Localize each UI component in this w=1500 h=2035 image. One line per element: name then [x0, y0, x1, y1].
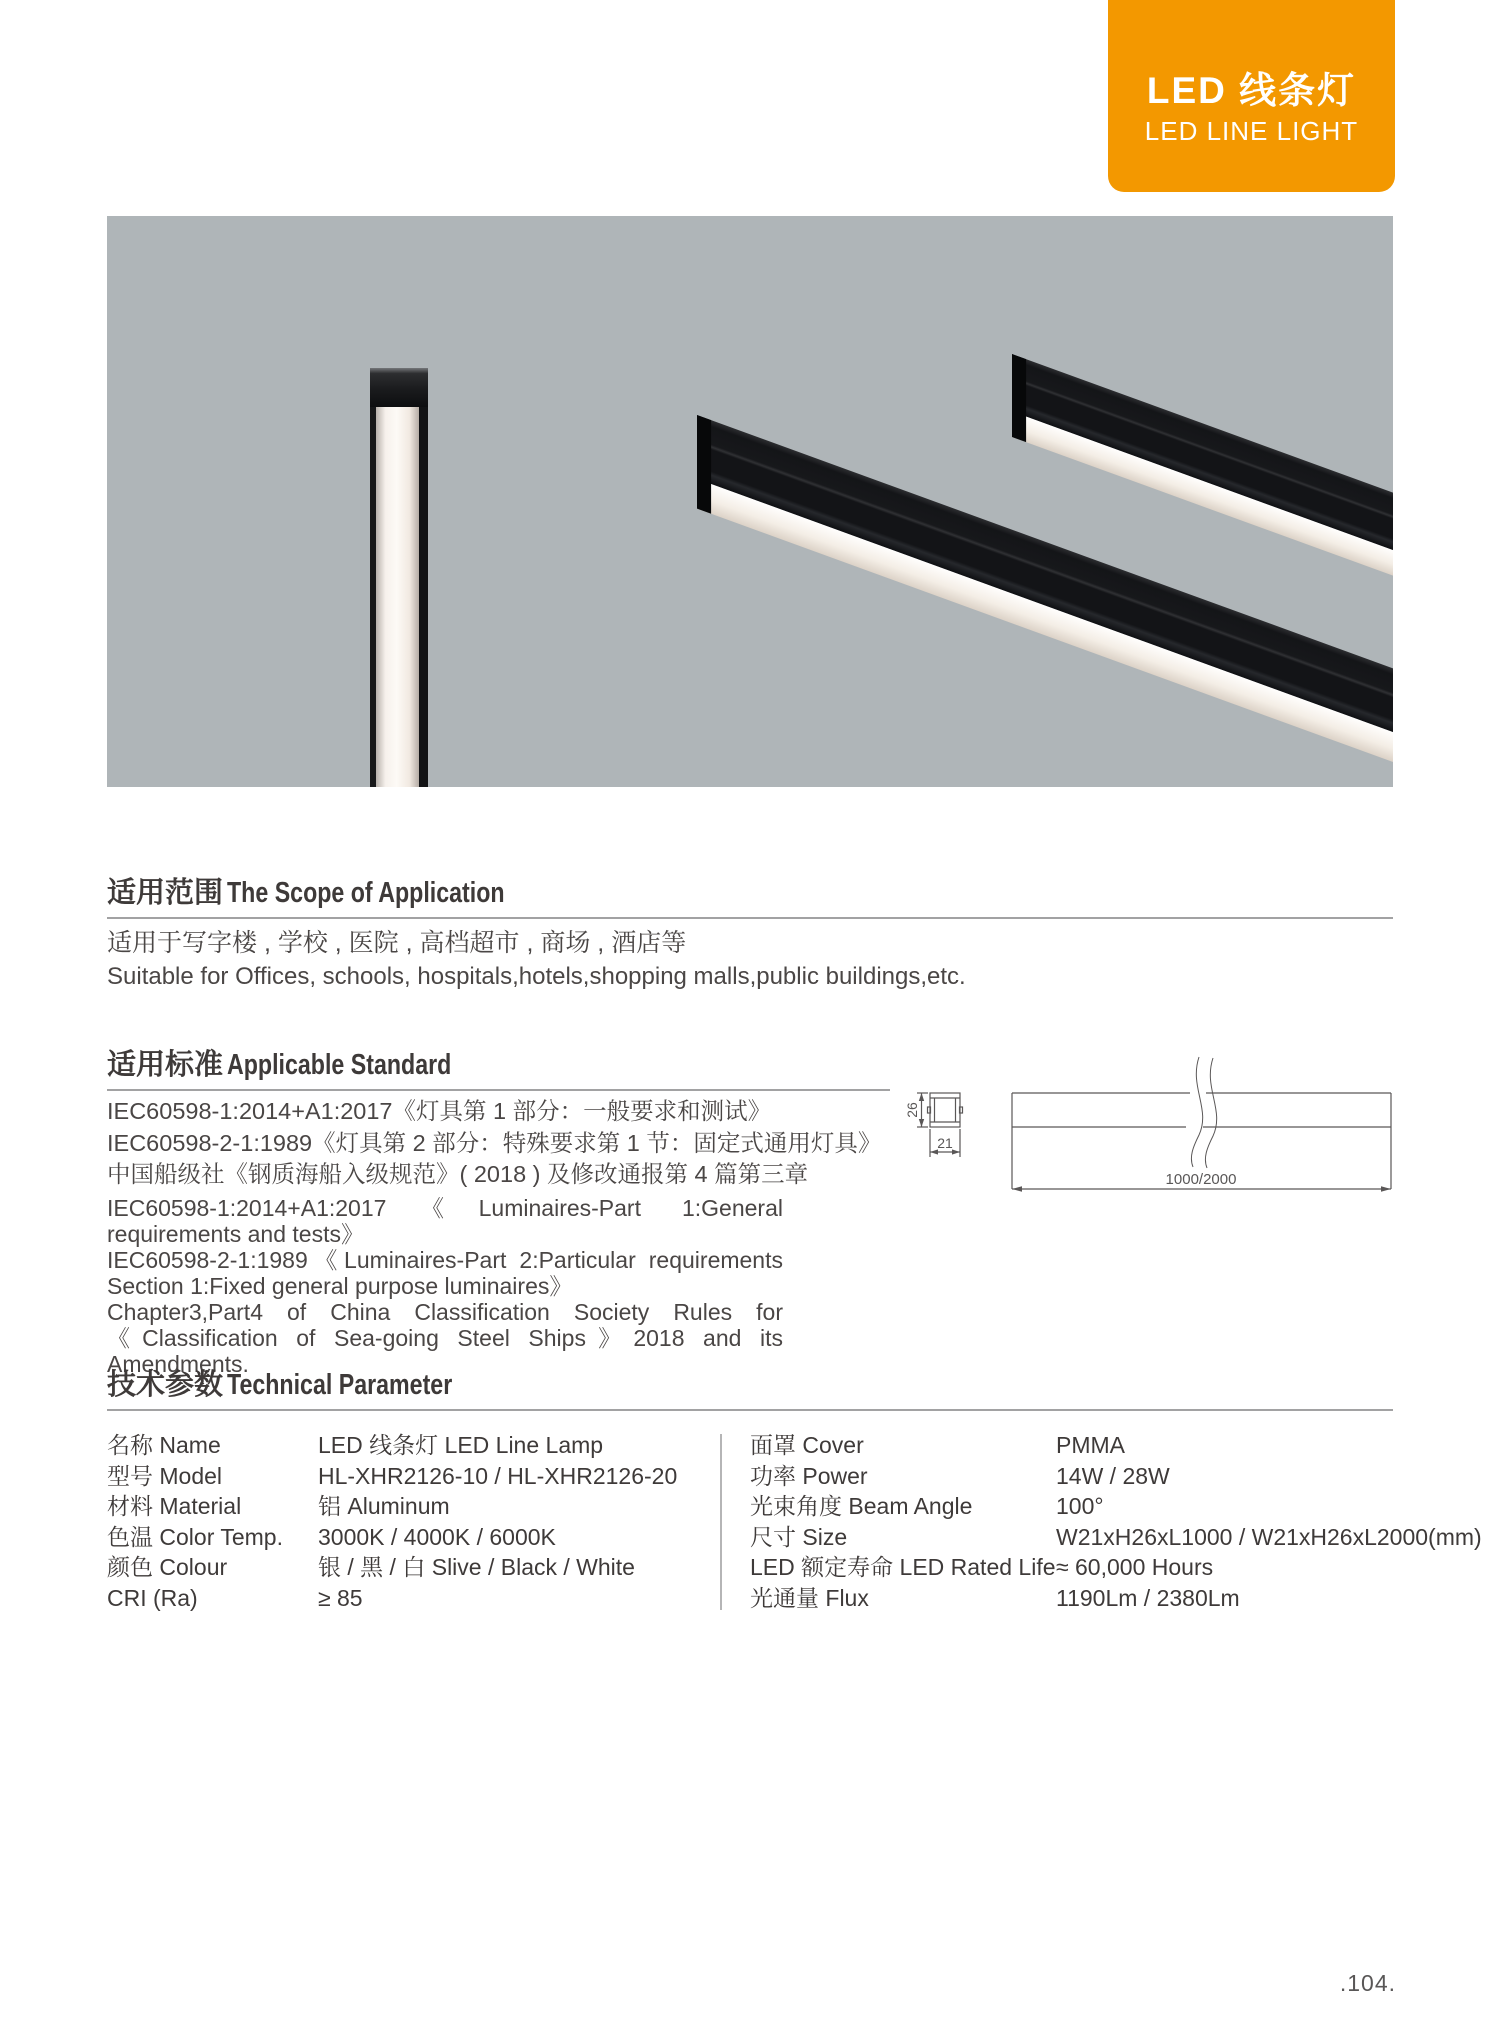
standard-line: IEC60598-1:2014+A1:2017《灯具第 1 部分：一般要求和测试》 [107, 1098, 772, 1124]
table-row [750, 1491, 1393, 1522]
param-value: PMMA [1056, 1432, 1125, 1458]
param-label: 颜色 Colour [107, 1554, 228, 1580]
param-value: HL-XHR2126-10 / HL-XHR2126-20 [318, 1462, 678, 1489]
fixture-diffuser [376, 407, 419, 787]
dim-length-label: 1000/2000 [1165, 1171, 1237, 1188]
table-row [750, 1461, 1393, 1492]
param-label: LED 额定寿命 LED Rated Life [750, 1554, 1056, 1580]
heading-rule [107, 917, 1393, 919]
fixture-body [370, 407, 428, 787]
dim-height-label: 26 [904, 1102, 920, 1118]
param-label: 光束角度 Beam Angle [750, 1493, 973, 1519]
table-row [107, 1552, 707, 1583]
table-row [107, 1522, 707, 1553]
fixture-end-cap [697, 415, 711, 514]
table-row [750, 1522, 1482, 1553]
standard-line: IEC60598-2-1:1989《Luminaires-Part 2:Particular requirements Section 1:Fixed general purpose luminaires》 [107, 1246, 783, 1299]
standard-line: 中国船级社《钢质海船入级规范》( 2018 ) 及修改通报第 4 篇第三章 [107, 1161, 809, 1187]
heading-rule [107, 1089, 890, 1091]
param-label: 面罩 Cover [750, 1432, 864, 1458]
standard-lines-en [107, 1195, 783, 1377]
heading-zh: 技术参数 [107, 1369, 224, 1401]
param-value: ≈ 60,000 Hours [1056, 1554, 1214, 1580]
param-value: 银 / 黑 / 白 Slive / Black / White [318, 1554, 635, 1580]
fixture-end-cap [370, 368, 428, 407]
param-label: 光通量 Flux [750, 1584, 869, 1611]
param-value: 3000K / 4000K / 6000K [318, 1523, 556, 1550]
table-row [750, 1430, 1393, 1461]
dimension-drawing [890, 1040, 1420, 1200]
table-row [107, 1583, 707, 1614]
heading-rule [107, 1409, 1393, 1411]
parameter-column-left [107, 1430, 707, 1613]
heading-en: The Scope of Application [227, 877, 505, 909]
led-fixture-vertical [370, 368, 428, 787]
section-scope [107, 876, 1393, 992]
section-parameters [107, 1368, 1393, 1411]
table-row [107, 1461, 707, 1492]
param-value: 14W / 28W [1056, 1462, 1170, 1489]
param-label: CRI (Ra) [107, 1584, 198, 1611]
param-label: 材料 Material [107, 1493, 242, 1519]
section-scope-heading [107, 876, 1393, 910]
scope-text-zh: 适用于写字楼 , 学校 , 医院 , 高档超市 , 商场 , 酒店等 [107, 929, 687, 957]
section-parameters-heading [107, 1368, 1393, 1402]
param-label: 尺寸 Size [750, 1523, 848, 1550]
column-divider [720, 1434, 722, 1610]
param-label: 名称 Name [107, 1432, 221, 1458]
heading-zh: 适用范围 [107, 877, 224, 909]
parameter-column-right [750, 1430, 1482, 1613]
dimension-arrows [919, 1093, 1391, 1192]
param-value: LED 线条灯 LED Line Lamp [318, 1432, 604, 1458]
fixture-end-cap [1012, 354, 1026, 442]
param-value: W21xH26xL1000 / W21xH26xL2000(mm) [1056, 1523, 1482, 1550]
param-label: 功率 Power [750, 1462, 868, 1489]
param-value: 100° [1056, 1493, 1104, 1519]
category-badge [1108, 0, 1395, 192]
standard-line: Chapter3,Part4 of China Classification Society Rules for《Classification of Sea-going Steel Ships》2018 and its Amendments. [107, 1298, 783, 1377]
page-number: .104. [1339, 1970, 1396, 1996]
standard-line: IEC60598-1:2014+A1:2017《Luminaires-Part 1:General requirements and tests》 [107, 1194, 783, 1247]
standard-line: IEC60598-2-1:1989《灯具第 2 部分：特殊要求第 1 节：固定式通用灯具》 [107, 1129, 882, 1156]
param-value: 铝 Aluminum [318, 1493, 450, 1519]
product-photo [107, 216, 1393, 787]
param-label: 型号 Model [107, 1462, 223, 1489]
fixture-edge [419, 407, 428, 787]
table-row [107, 1491, 707, 1522]
param-value: 1190Lm / 2380Lm [1056, 1584, 1240, 1611]
heading-en: Technical Parameter [227, 1369, 453, 1401]
heading-en: Applicable Standard [227, 1049, 452, 1081]
param-value: ≥ 85 [318, 1584, 363, 1611]
table-row [107, 1430, 707, 1461]
dim-width-label: 21 [937, 1135, 953, 1151]
param-label: 色温 Color Temp. [107, 1523, 283, 1550]
badge-title-en: LED LINE LIGHT [1144, 116, 1359, 146]
table-row [750, 1583, 1393, 1614]
scope-text-en: Suitable for Offices, schools, hospitals,hotels,shopping malls,public buildings,etc. [107, 963, 966, 990]
parameter-table [107, 1430, 1482, 1614]
heading-zh: 适用标准 [107, 1049, 224, 1081]
table-row [750, 1552, 1393, 1583]
badge-title-zh: LED 线条灯 [1146, 70, 1357, 111]
